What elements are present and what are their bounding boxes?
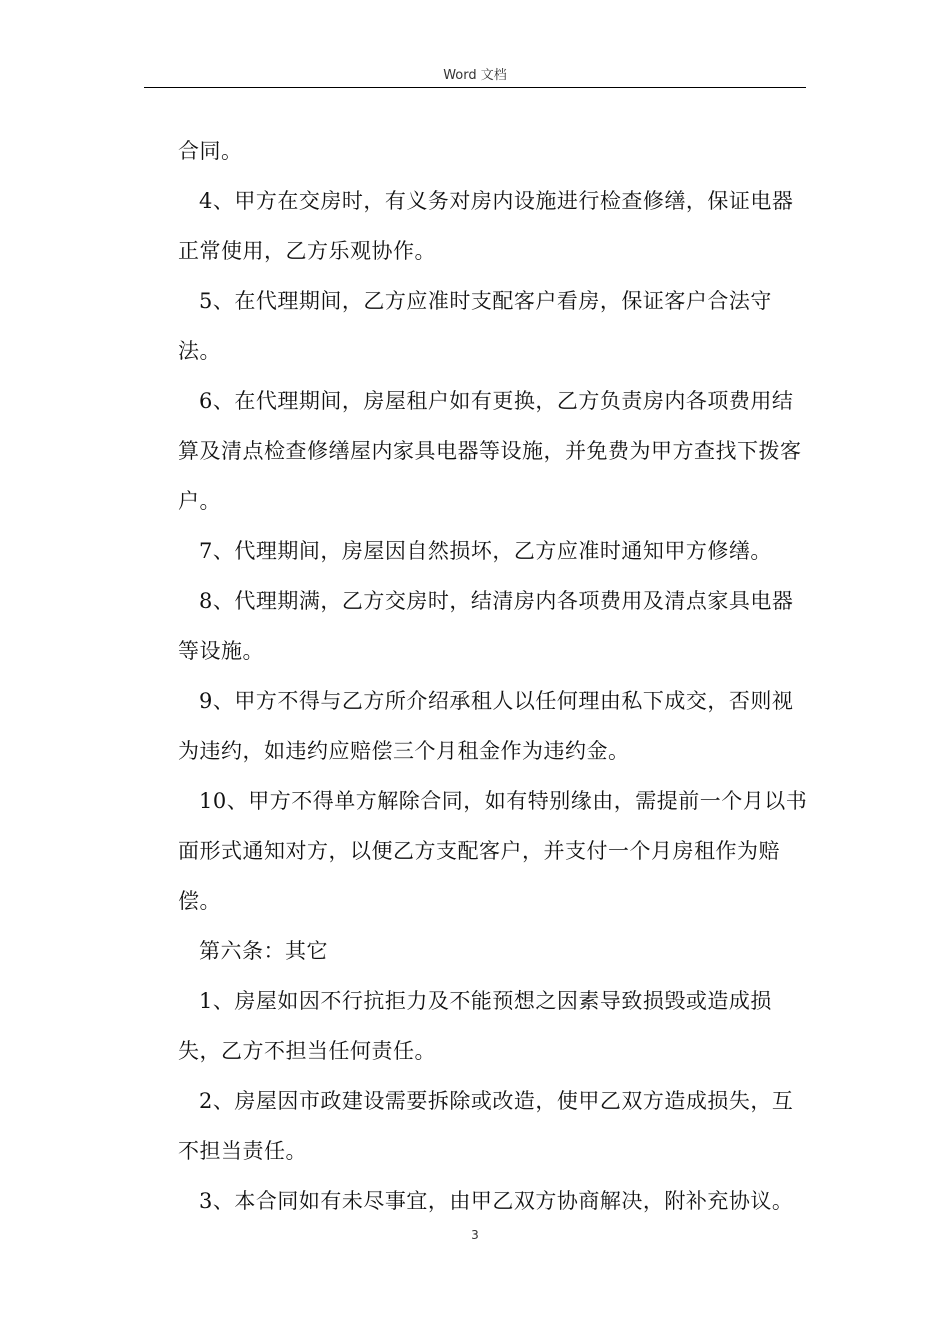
- paragraph-other-3: 3、本合同如有未尽事宜，由甲乙双方协商解决，附补充协议。: [199, 1189, 794, 1213]
- page-number: 3: [471, 1228, 479, 1242]
- paragraph-clause-9: 9、甲方不得与乙方所介绍承租人以任何理由私下成交，否则视为违约，如违约应赔偿三个月租金作为违约金。: [178, 689, 794, 763]
- document-body: [178, 126, 808, 1226]
- paragraph-other-2: 2、房屋因市政建设需要拆除或改造，使甲乙双方造成损失，互不担当责任。: [178, 1089, 794, 1163]
- paragraph-continuation: 合同。: [178, 139, 243, 163]
- paragraph-clause-5: 5、在代理期间，乙方应准时支配客户看房，保证客户合法守法。: [178, 289, 772, 363]
- page-header: Word 文档: [443, 68, 507, 83]
- section-heading-article-6: 第六条：其它: [199, 939, 328, 963]
- paragraph-clause-10: 10、甲方不得单方解除合同，如有特别缘由，需提前一个月以书面形式通知对方，以便乙方支配客户，并支付一个月房租作为赔偿。: [178, 789, 808, 913]
- paragraph-clause-8: 8、代理期满，乙方交房时，结清房内各项费用及清点家具电器等设施。: [178, 589, 794, 663]
- paragraph-other-1: 1、房屋如因不行抗拒力及不能预想之因素导致损毁或造成损失，乙方不担当任何责任。: [178, 989, 772, 1063]
- paragraph-clause-6: 6、在代理期间，房屋租户如有更换，乙方负责房内各项费用结算及清点检查修缮屋内家具电器等设施，并免费为甲方查找下拨客户。: [178, 389, 802, 513]
- paragraph-clause-4: 4、甲方在交房时，有义务对房内设施进行检查修缮，保证电器正常使用，乙方乐观协作。: [178, 189, 794, 263]
- header-divider: [144, 87, 806, 88]
- paragraph-clause-7: 7、代理期间，房屋因自然损坏，乙方应准时通知甲方修缮。: [199, 539, 772, 563]
